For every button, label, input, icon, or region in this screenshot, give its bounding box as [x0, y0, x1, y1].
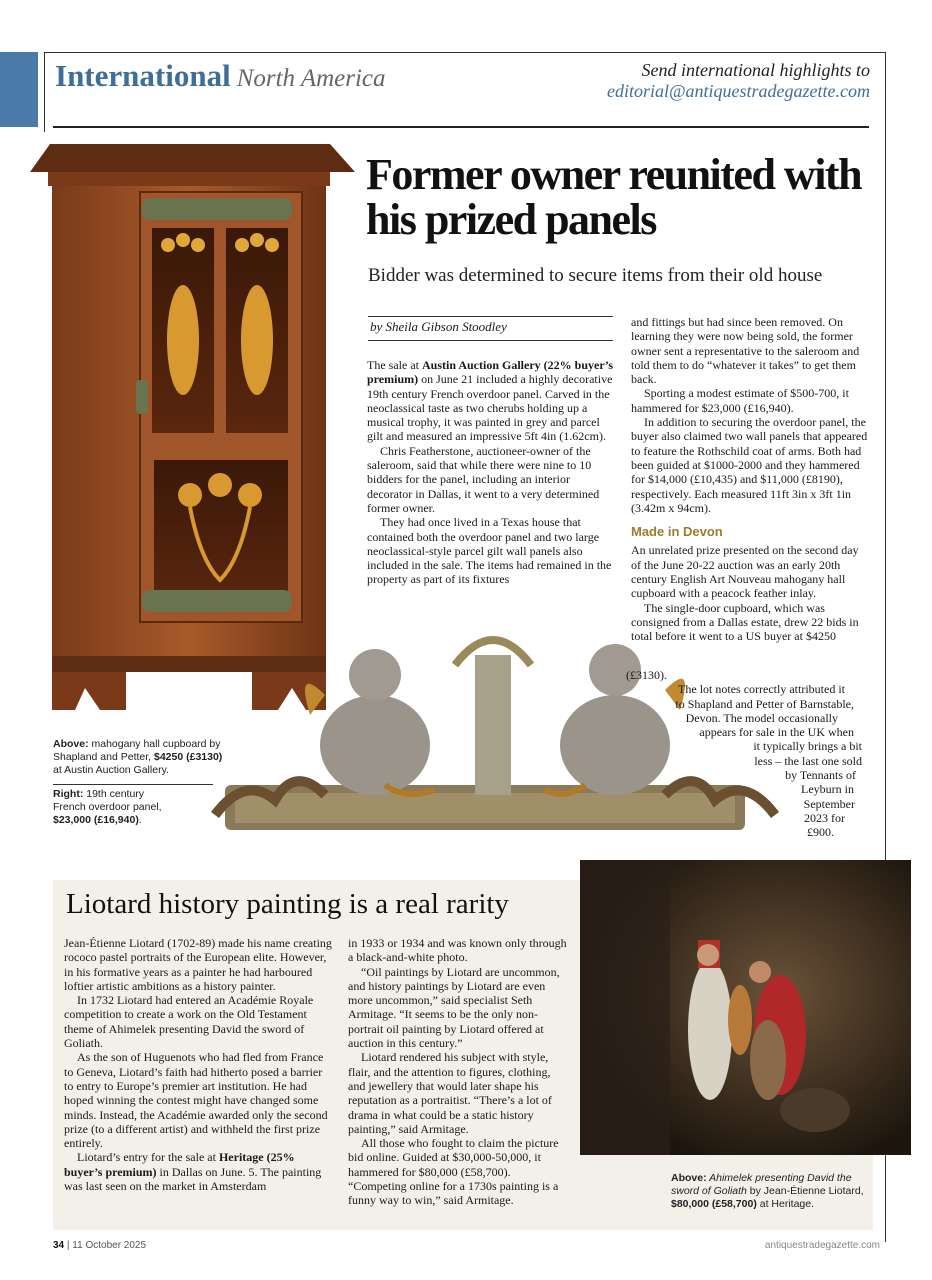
page-number: 34: [53, 1240, 65, 1251]
section-title: International North America: [55, 58, 386, 93]
caption-divider: [53, 784, 213, 785]
tail-line: by Tennants of: [785, 768, 856, 783]
paragraph: Chris Featherstone, auctioneer-owner of the saleroom, said that while there were nine to 10 bidders for the panel, including an interior decorator in Dallas, it went to a very determined former owner.: [367, 443, 600, 515]
paragraph: The sale at Austin Auction Gallery (22% buyer’s premium) on June 21 included a highly decorative 19th century French overdoor panel. Carved in the neoclassical taste as two cherubs holding up a musical trophy, it was painted in grey and parcel gilt and measured an impressive 5ft 4in (1.62cm).: [367, 358, 614, 444]
tail-line: 2023 for: [804, 810, 845, 825]
paragraph: The single-door cupboard, which was consigned from a Dallas estate, drew 22 bids in total before it went to a US buyer at $4250: [631, 600, 859, 644]
overdoor-panel-caption: Right: 19th century French overdoor panel, $23,000 (£16,940).: [53, 788, 162, 826]
tail-line: (£3130).: [626, 668, 667, 682]
paragraph: and fittings but had since been removed. On learning they were now being sold, the former owner sent a representative to the saleroom and told them to do “whatever it takes” to get them back.: [631, 315, 860, 387]
tail-line: to Shapland and Petter of Barnstable,: [675, 696, 854, 711]
section-subtitle: North America: [236, 65, 386, 92]
section-color-tab: [0, 52, 38, 127]
subheading: Made in Devon: [631, 524, 723, 540]
paragraph: “Oil paintings by Liotard are uncommon, and history paintings by Liotard are even more uncommon,” said specialist Seth Armitage. “It seems to be the only non-portrait oil painting by Liotard offered at auction in this century.”: [348, 964, 560, 1051]
liotard-painting-image: [580, 860, 911, 1155]
liotard-column-1: [64, 936, 334, 1193]
tail-line: £900.: [807, 825, 834, 840]
issue-date: 11 October 2025: [72, 1240, 147, 1251]
tail-line: September: [803, 796, 855, 811]
send-note-text: Send international highlights to: [641, 60, 870, 80]
byline-rule-top: [368, 316, 613, 317]
tail-line: appears for sale in the UK when: [699, 725, 854, 740]
byline-rule-bottom: [368, 340, 613, 341]
page-footer-left: 34 | 11 October 2025: [53, 1240, 147, 1251]
article-byline: by Sheila Gibson Stoodley: [370, 319, 507, 334]
liotard-column-2: [348, 936, 570, 1208]
article-column-2: [631, 315, 871, 644]
tail-line: less – the last one sold: [754, 753, 862, 768]
paragraph: In 1732 Liotard had entered an Académie Royale competition to create a work on the Old Testament theme of Ahimelek presenting David the sword of Goliath.: [64, 993, 314, 1051]
frame-left-line: [44, 52, 45, 132]
tail-line: it typically brings a bit: [753, 739, 862, 754]
cupboard-caption: Above: mahogany hall cupboard by Shapland and Petter, $4250 (£3130) at Austin Auction Gallery.: [53, 738, 223, 776]
tail-line: Devon. The model occasionally: [685, 710, 838, 725]
article-standfirst: Bidder was determined to secure items from their old house: [368, 265, 823, 286]
editorial-email-link[interactable]: editorial@antiquestradegazette.com: [606, 81, 870, 101]
paragraph: In addition to securing the overdoor panel, the buyer also claimed two wall panels that appeared to feature the Rothschild coat of arms. Both had been guided at $1000-2000 and they hammered for $14,000 (£10,435) and $11,000 (£8190), respectively. Each measured 11ft 3in x 3ft 1in (3.42m x 94cm).: [631, 415, 868, 515]
paragraph: Jean-Étienne Liotard (1702-89) made his name creating rococo pastel portraits of the European elite. However, in his formative years as a painter he had harboured loftier artistic ambitions as a history painter.: [64, 936, 332, 993]
paragraph: As the son of Huguenots who had fled from France to Geneva, Liotard’s faith had hitherto posed a barrier to entry to Europe’s premier art institution. He had hoped winning the contest might have changed some minds. Instead, the Académie awarded only the second prize (to a different artist) and withheld the first prize entirely.: [64, 1050, 328, 1151]
paragraph: Sporting a modest estimate of $500-700, it hammered for $23,000 (£16,940).: [631, 386, 849, 415]
painting-caption: Above: Ahimelek presenting David the sword of Goliath by Jean-Étienne Liotard, $80,000 (£58,700) at Heritage.: [671, 1172, 864, 1210]
article-wrap-tail: [600, 668, 872, 840]
paragraph: An unrelated prize presented on the second day of the June 20-22 auction was an early 20th century English Art Nouveau mahogany hall cupboard with a peacock feather inlay.: [631, 543, 859, 601]
article-column-1: [367, 358, 614, 587]
paragraph: Liotard rendered his subject with style, flair, and the attention to figures, clothing, and jewellery that would later shape his reputation as a portraitist. “There’s a lot of drama in what could be a static history painting,” said Armitage.: [348, 1050, 552, 1136]
header-rule: [53, 126, 869, 128]
liotard-box-title: Liotard history painting is a real rarity: [66, 888, 509, 920]
website-link[interactable]: antiquestradegazette.com: [764, 1240, 880, 1251]
frame-top-line: [44, 52, 886, 53]
send-highlights-note: [607, 60, 870, 102]
paragraph: They had once lived in a Texas house that contained both the overdoor panel and two large neoclassical-style parcel gilt wall panels also included in the sale. The items had remained in the property as part of its fixtures: [367, 515, 612, 587]
paragraph: Liotard’s entry for the sale at Heritage (25% buyer’s premium) in Dallas on June. 5. The painting was last seen on the market in Amsterdam: [64, 1150, 322, 1194]
article-headline: Former owner reunited with his prized panels: [366, 150, 862, 244]
paragraph: All those who fought to claim the picture bid online. Guided at $30,000-50,000, it hammered for $80,000 (£58,700). “Competing online for a 1730s painting is a funny way to win,” said Armitage.: [348, 1136, 559, 1208]
tail-line: Leyburn in: [801, 782, 854, 797]
paragraph: in 1933 or 1934 and was known only through a black-and-white photo.: [348, 936, 567, 965]
tail-line: The lot notes correctly attributed it: [678, 682, 845, 697]
